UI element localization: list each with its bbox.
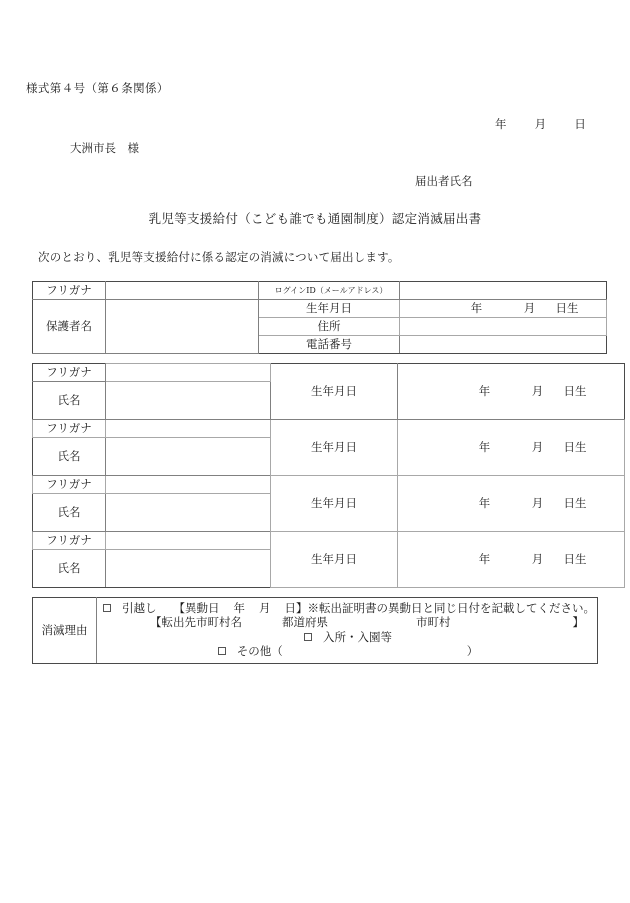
birth-day-label: 日生 [555,301,579,316]
child-furigana-label: フリガナ [33,364,106,382]
child-furigana-label: フリガナ [33,532,106,550]
child-birthdate-value[interactable] [398,532,625,588]
destination-bracket-close: 】 [572,615,584,630]
reason-destination-line[interactable] [103,615,593,629]
destination-city-label[interactable]: 市町村 [416,615,451,630]
table-row [33,420,625,438]
table-row [33,300,607,318]
guardian-birthdate-value[interactable] [400,300,607,318]
guardian-furigana-value[interactable] [106,282,259,300]
birth-day-label: 日生 [563,552,587,567]
children-info-table [32,363,625,588]
guardian-phone-label: 電話番号 [259,336,400,354]
reason-other-label: その他（ [236,644,283,659]
reason-admission-label: 入所・入園等 [323,629,392,644]
checkbox-icon[interactable] [304,633,312,641]
moving-note: ※転出証明書の異動日と同じ日付を記載してください。 [307,601,595,615]
birth-year-label: 年 [470,301,483,316]
birth-year-label: 年 [478,496,491,511]
birth-day-label: 日生 [563,496,587,511]
form-number: 様式第４号（第６条関係） [26,81,169,95]
birth-year-label: 年 [478,440,491,455]
guardian-name-value[interactable] [106,300,259,354]
reason-option-other[interactable] [103,644,593,658]
child-birthdate-value[interactable] [398,476,625,532]
guardian-info-table [32,281,607,354]
child-furigana-value[interactable] [106,420,271,438]
birth-year-label: 年 [478,552,491,567]
child-birthdate-value[interactable] [398,364,625,420]
birth-month-label: 月 [531,496,544,511]
child-birthdate-label: 生年月日 [271,476,398,532]
child-name-label: 氏名 [33,494,106,532]
child-birthdate-label: 生年月日 [271,532,398,588]
birth-month-label: 月 [531,440,544,455]
birth-month-label: 月 [531,552,544,567]
birth-day-label: 日生 [563,440,587,455]
table-row [33,364,625,382]
child-name-label: 氏名 [33,438,106,476]
destination-prefecture-label[interactable]: 都道府県 [282,615,328,630]
destination-label: 【転出先市町村名 [150,615,242,630]
guardian-address-value[interactable] [400,318,607,336]
child-name-value[interactable] [106,382,271,420]
date-month-label: 月 [534,117,547,131]
guardian-name-label: 保護者名 [33,300,106,354]
reason-other-close: ） [466,644,479,659]
recipient-line: 大洲市長 様 [70,141,139,155]
moving-date-month: 月 [259,601,271,615]
child-name-value[interactable] [106,550,271,588]
child-name-value[interactable] [106,494,271,532]
child-furigana-value[interactable] [106,532,271,550]
child-birthdate-label: 生年月日 [271,364,398,420]
guardian-birthdate-label: 生年月日 [259,300,400,318]
child-name-label: 氏名 [33,382,106,420]
child-name-value[interactable] [106,438,271,476]
birth-year-label: 年 [478,384,491,399]
checkbox-icon[interactable] [218,647,226,655]
child-furigana-label: フリガナ [33,476,106,494]
moving-date-year: 年 [233,601,245,615]
moving-date-day: 日】 [284,601,308,615]
guardian-furigana-label: フリガナ [33,282,106,300]
child-birthdate-value[interactable] [398,420,625,476]
child-furigana-value[interactable] [106,476,271,494]
moving-date-bracket-open: 【異動日 [173,601,220,615]
birth-month-label: 月 [523,301,536,316]
reason-option-admission[interactable] [103,630,593,644]
submitter-name-label: 届出者氏名 [415,174,473,188]
child-name-label: 氏名 [33,550,106,588]
reason-option-moving[interactable] [103,601,593,615]
child-furigana-label: フリガナ [33,420,106,438]
guardian-login-id-label: ログインID（メールアドレス） [259,282,400,300]
table-row [33,476,625,494]
birth-month-label: 月 [531,384,544,399]
date-day-label: 日 [574,117,586,131]
checkbox-icon[interactable] [103,604,111,612]
reason-moving-label: 引越し [122,601,157,615]
birth-day-label: 日生 [563,384,587,399]
table-row [33,532,625,550]
guardian-phone-value[interactable] [400,336,607,354]
submission-date-line [495,116,586,132]
table-row [33,282,607,300]
document-title: 乳児等支援給付（こども誰でも通園制度）認定消滅届出書 [148,211,482,226]
reason-options [97,598,598,664]
child-furigana-value[interactable] [106,364,271,382]
table-row [33,598,598,664]
lead-paragraph: 次のとおり、乳児等支援給付に係る認定の消滅について届出します。 [38,250,400,264]
date-year-label: 年 [495,117,507,131]
guardian-address-label: 住所 [259,318,400,336]
guardian-login-id-value[interactable] [400,282,607,300]
reason-table [32,597,598,664]
reason-label: 消滅理由 [33,598,97,664]
child-birthdate-label: 生年月日 [271,420,398,476]
